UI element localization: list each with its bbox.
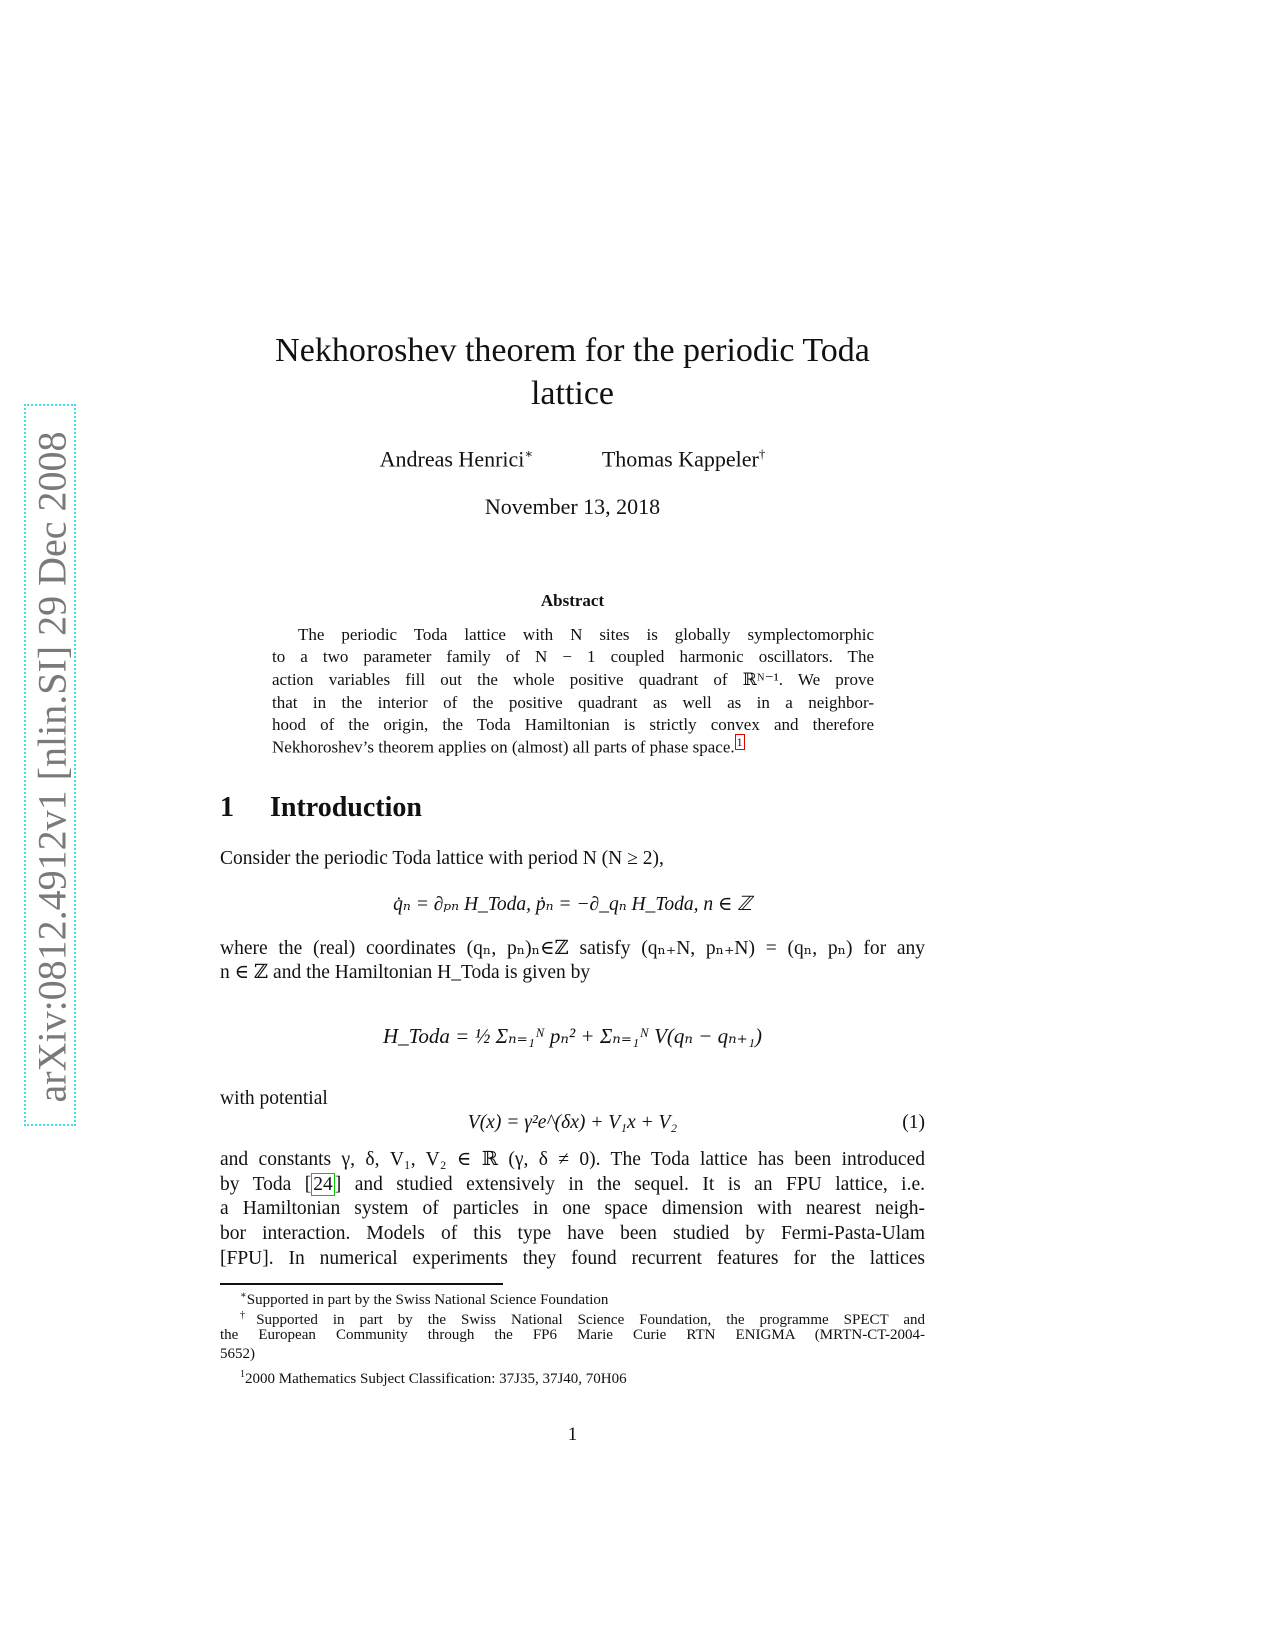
footnote-mark: ∗ (240, 1290, 247, 1301)
abstract-line: to a two parameter family of N − 1 coupled harmonic oscillators. The (272, 647, 874, 666)
abstract-line-last (272, 736, 874, 759)
abstract-heading: Abstract (540, 591, 605, 610)
section-title: Introduction (270, 792, 422, 823)
body-line: Consider the periodic Toda lattice with period N (N ≥ 2), (220, 848, 664, 869)
citation-link[interactable]: 24 (313, 1174, 333, 1195)
footnote-mark: 1 (240, 1369, 245, 1380)
body-line-with-ref: by Toda [ 24 ] and studied extensively in the sequel. It is an FPU lattice, i.e. (220, 1174, 925, 1195)
equation-potential: V(x) = γ²e^(δx) + V₁x + V₂ (467, 1112, 678, 1133)
footnote (240, 1287, 945, 1309)
date: November 13, 2018 (484, 494, 661, 519)
footnote-text: 2000 Mathematics Subject Classification: 37J35, 37J40, 70H06 (245, 1371, 627, 1387)
body-line: bor interaction. Models of this type have been studied by Fermi-Pasta-Ulam (220, 1223, 925, 1244)
section-heading (220, 792, 422, 824)
arxiv-stamp-text: arXiv:0812.4912v1 [nlin.SI] 29 Dec 2008 (29, 431, 75, 1103)
body-line: n ∈ ℤ and the Hamiltonian H_Toda is given by (220, 962, 591, 983)
abstract-line: action variables fill out the whole positive quadrant of ℝᴺ⁻¹. We prove (272, 670, 874, 689)
author-name: Andreas Henrici (379, 446, 525, 472)
abstract-line: The periodic Toda lattice with N sites is globally symplectomorphic (298, 625, 874, 644)
author-mark: ∗ (524, 446, 534, 461)
footnote-line: 5652) (220, 1346, 255, 1362)
title-line-2: lattice (530, 375, 615, 412)
title-line-1: Nekhoroshev theorem for the periodic Toda (275, 332, 870, 369)
footnote-text: Supported in part by the Swiss National Science Foundation, the programme SPECT and (256, 1312, 925, 1328)
footnote-rule (220, 1283, 503, 1285)
abstract-line: hood of the origin, the Toda Hamiltonian is strictly convex and therefore (272, 715, 874, 734)
page-number: 1 (567, 1424, 578, 1445)
body-line: a Hamiltonian system of particles in one space dimension with nearest neigh- (220, 1198, 925, 1219)
equation-hamiltonian: H_Toda = ½ Σₙ₌₁ᴺ pₙ² + Σₙ₌₁ᴺ V(qₙ − qₙ₊₁) (383, 1024, 762, 1048)
footnote-link[interactable]: 1 (736, 735, 743, 749)
abstract-text: Nekhoroshev’s theorem applies on (almost) all parts of phase space. (272, 737, 735, 757)
authors (0, 446, 1145, 472)
footnote-mark: † (240, 1310, 257, 1321)
author-mark: † (758, 446, 766, 461)
footnote-line: the European Community through the FP6 Marie Curie RTN ENIGMA (MRTN-CT-2004- (220, 1327, 925, 1343)
body-line: and constants γ, δ, V₁, V₂ ∈ ℝ (γ, δ ≠ 0). The Toda lattice has been introduced (220, 1149, 925, 1170)
author-name: Thomas Kappeler (601, 446, 759, 472)
body-line: [FPU]. In numerical experiments they found recurrent features for the lattices (220, 1248, 925, 1269)
body-line: where the (real) coordinates (qₙ, pₙ)ₙ∈ℤ satisfy (qₙ₊N, pₙ₊N) = (qₙ, pₙ) for any (220, 938, 925, 959)
abstract-line: that in the interior of the positive quadrant as well as in a neighbor- (272, 693, 874, 712)
footnote-text: Supported in part by the Swiss National Science Foundation (246, 1292, 609, 1308)
section-number: 1 (220, 792, 234, 823)
footnote (240, 1366, 945, 1388)
equation-motion: q̇ₙ = ∂ₚₙ H_Toda, ṗₙ = −∂_qₙ H_Toda, n ∈ ℤ (393, 894, 752, 915)
equation-number: (1) (902, 1112, 925, 1133)
body-line: with potential (220, 1088, 328, 1109)
